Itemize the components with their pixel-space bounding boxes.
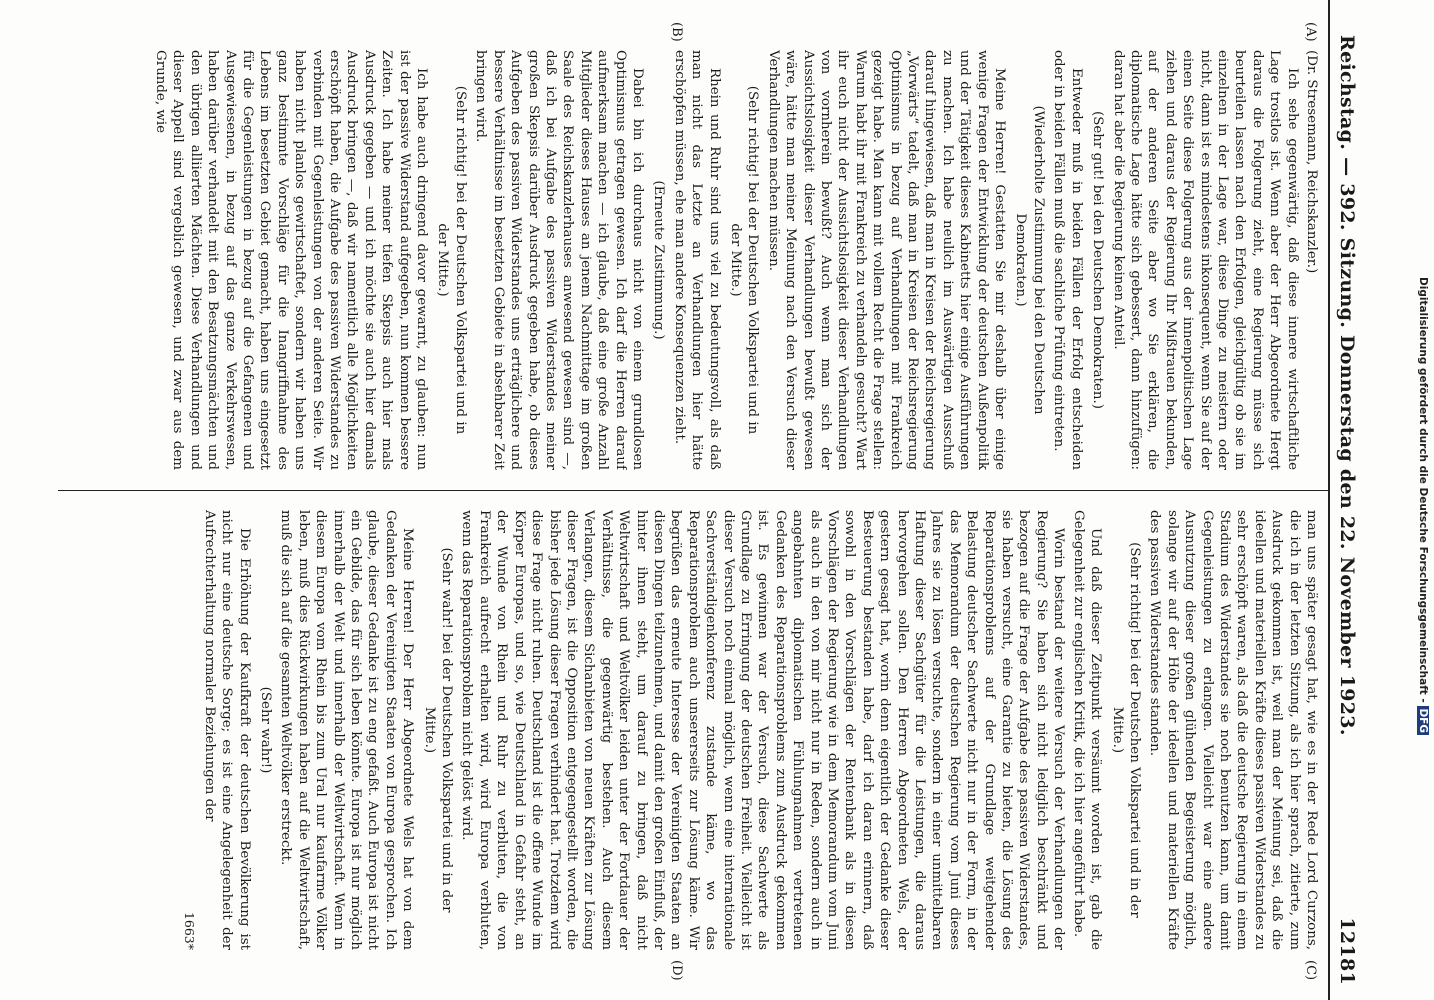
- interjection: (Wiederholte Zustimmung bei den Deutschen Demokraten.): [1013, 105, 1046, 415]
- paragraph: man uns später gesagt hat, wie es in der Rede Lord Curzons, die ich in der letzten Sitzung, als ich hier sprach, zitierte, zum Ausdruck gekommen ist, weil man der Meinung sei, daß die ideellen und materiellen Kräfte dieses passiven Widerstandes zu sehr erschöpft waren, als daß die deutsche Regierung in einem Stadium des Widerstandes sie noch benutzen kann, um damit Gegenleistungen zu erlangen. Vielleicht war eine andere Ausnutzung dieser großen glühenden Begeisterung möglich, solange wir auf der Höhe der ideellen und materiellen Kräfte des passiven Widerstandes standen.: [1147, 510, 1319, 950]
- paragraph: (Dr. Stresemann, Reichskanzler.): [1304, 50, 1319, 274]
- paragraph: Ich habe auch dringend davor gewarnt, zu glauben: nun ist der passive Widerstand aufgegeben, nun kommen bessere Zeiten. Ich habe meiner tiefen Skepsis auch hier mals Ausdruck gegeben — und ich möchte sie auch hier damals Ausdruck bringen —, daß wir namentlich alle Möglichkeiten erschöpft haben, die Aufgabe des passiven Widerstandes zu verbinden mit Gegenleistungen von der anderen Seite. Wir haben nicht planlos gewirtschaftet, sondern wir haben uns ganz bestimmte Vorschläge für die Inangriffnahme des Lebens im besetzten Gebiet gemacht, haben uns eingesetzt für die Gegenleistungen in bezug auf die Gefangenen und Ausgewiesenen, in bezug auf das ganze Verkehrswesen, haben darüber verhandelt mit den Besatzungsmächten und den übrigen alliierten Mächten. Diese Verhandlungen und dieser Appell sind vergeblich gewesen, und zwar aus dem Grunde, wie: [153, 50, 430, 470]
- paragraph: Rhein und Ruhr sind uns viel zu bedeutungsvoll, als daß man nicht das Letzte an Verhandlungen hier hätte erschöpfen müssen, ehe man andere Konsequenzen zieht.: [671, 50, 722, 470]
- text-column-left: [60, 50, 1320, 470]
- column-divider: [58, 490, 1328, 491]
- dfg-logo: DFG: [1417, 708, 1429, 733]
- header-title: Reichstag. — 392. Sitzung. Donnerstag den 22. November 1923.: [1336, 35, 1358, 736]
- interjection: (Sehr wahr!): [258, 686, 274, 774]
- header-rule: [1328, 0, 1330, 1000]
- interjection: (Sehr wahr! bei der Deutschen Volkspartei und in der Mitte.): [421, 547, 455, 913]
- interjection: (Sehr richtig! bei der Deutschen Volkspartei und in der Mitte.): [435, 85, 468, 435]
- margin-marker-a: (A): [1303, 22, 1318, 42]
- margin-marker-d: (D): [669, 960, 684, 981]
- text-column-right: [60, 510, 1320, 950]
- page-header: [1334, 0, 1364, 1000]
- signature-mark: 1663*: [182, 911, 198, 950]
- paragraph: Dabei bin ich durchaus nicht von einem grundlosen Optimismus getragen gewesen. Ich darf die Herren darauf aufmerksam machen — ich glaube, daß eine große Anzahl Mitglieder dieses Hauses an jenem Nachmittage im großen Saale des Reichskanzlerhauses anwesend gewesen sind —, daß ich bei Aufgabe des passiven Widerstandes meiner großen Skepsis darüber Ausdruck gegeben habe, ob dieses Aufgeben des passiven Widerstandes uns erträglichere und bessere Verhältnisse im besetzten Gebiete in absehbarer Zeit bringen wird.: [473, 50, 645, 470]
- paragraph: Meine Herren! Gestatten Sie mir deshalb über einige wenige Fragen der Entwicklung der deutschen Außenpolitik und der Tätigkeit dieses Kabinetts hier einige Ausführungen zu machen. Ich habe neulich im Auswärtigen Ausschuß darauf hingewiesen, daß man in Kreisen der Reichsregierung „Vorwärts“ tadelt, daß man in Kreisen der Reichsregierung Optimismus in bezug auf Verhandlungen mit Frankreich gezeigt habe. Man kann mit vollem Recht die Frage stellen: Warum habt ihr mit Frankreich zu verhandeln gesucht? Wart ihr euch nicht der Aussichtslosigkeit dieser Verhandlungen von vornherein bewußt? Auch wenn man sich der Aussichtslosigkeit dieser Verhandlungen bewußt gewesen wäre, hätte man meiner Meinung nach den Versuch dieser Verhandlungen machen müssen.: [765, 50, 1008, 470]
- caption-text: Digitalisierung gefördert durch die Deutsche Forschungsgemeinschaft -: [1417, 277, 1429, 707]
- digitization-caption: [1413, 80, 1427, 940]
- paragraph: Worin bestand der weitere Versuch der Verhandlungen der Regierung? Sie haben sich nicht lediglich beschränkt und bezogen auf die Frage der Aufgabe des passiven Widerstandes, sie haben versucht, eine Garantie zu bieten, die Lösung des Reparationsproblems auf der Grundlage weitgehender Belastung deutscher Sachwerte nicht nur in der Form, in der das Memorandum der deutschen Regierung vom Juni dieses Jahres sie zu lösen versuchte, sondern in einer unmittelbaren Haftung dieser Sachgüter für die Leistungen, die daraus hervorgehen sollen. Den Herren Abgeordneten Wels, der gestern gesagt hat, worin denn eigentlich der Gedanke dieser Besteuerung bestanden habe, darf ich daran erinnern, daß sowohl in den Vorschlägen der Rentenbank als in diesen Vorschlägen der Regierung wie in dem Memorandum vom Juni als auch in den von mir nicht nur in Reden, sondern auch in angebahnten diplomatischen Fühlungnahmen vertretenen Gedanken des Reparationsproblems zum Ausdruck gekommen ist. Es gewinnen war der Versuch, diese Sachwerte als Grundlage zu Erringung der deutschen Freiheit. Vielleicht ist dieser Versuch noch einmal möglich, wenn eine internationale Sachverständigenkonferenz zustande käme, wo das Reparationsproblem auch unsererseits zur Lösung käme. Wir begrüßen das erneute Interesse der Vereinigten Staaten an diesen Dingen teilzunehmen, und damit den großen Einfluß, der hinter ihnen steht, um darauf zu bringen, daß nicht Weltwirtschaft und Weltvölker leiden unter der Fortdauer der Verhältnisse, die gegenwärtig bestehen. Auch diesem Verlangen, diesem Sichanbieten von neuen Kräften zur Lösung dieser Fragen, ist die Opposition entgegengestellt worden, die bisher jede Lösung dieser Fragen verhindert hat. Trotzdem wird diese Frage nicht ruhen. Deutschland ist die offene Wunde im Körper Europas, und so, wie Deutschland in Gefahr steht, an der Wunde von Rhein und Ruhr zu verbluten, die von Frankreich aufrecht erhalten wird, wird Europa verbluten, wenn das Reparationsproblem nicht gelöst wird.: [459, 510, 1067, 950]
- interjection: (Sehr gut! bei den Deutschen Demokraten.): [1090, 110, 1106, 410]
- paragraph: Meine Herren! Der Herr Abgeordnete Wels hat von dem Gedanken der Vereinigten Staaten von Europa gesprochen. Ich glaube, dieser Gedanke ist zu eng gefaßt. Auch Europa ist nicht ein Gebilde, das für sich leben könnte. Europa ist nur möglich innerhalb der Welt und innerhalb der Weltwirtschaft. Wenn in diesem Europa vom Rhein bis zum Ural nur kaufarme Völker leben, muß dies Rückwirkungen haben auf die Weltwirtschaft, muß die sich auf die gesamten Weltvölker erstreckt.: [278, 510, 416, 950]
- interjection: (Sehr richtig! bei der Deutschen Volkspartei und in der Mitte.): [728, 85, 761, 435]
- page-number: 12181: [1336, 917, 1358, 985]
- paragraph: Ich sehe gegenwärtig, daß diese innere wirtschaftliche Lage trostlos ist. Wenn aber der Herr Abgeordnete Hergt daraus die Folgerung zieht, eine Regierung müsse sich beurteilen lassen nach den Erfolgen, gleichgültig ob sie im einzelnen in der Lage war, diese Dinge zu meistern oder nicht, dann ist es mindestens inkonsequent, wenn Sie auf der einen Seite diese Folgerung aus der innenpolitischen Lage ziehen und daraus der Regierung Ihr Mißtrauen bekunden, auf der anderen Seite aber wo Sie erklären, die diplomatische Lage hätte sich gebessert, dann hinzufügen: daran hat aber die Regierung keinen Anteil.: [1110, 50, 1300, 470]
- document-sheet: [34, 0, 1364, 1000]
- interjection: (Sehr richtig! bei der Deutschen Volkspartei und in der Mitte.): [1109, 542, 1142, 918]
- margin-marker-c: (C): [1303, 960, 1318, 981]
- margin-marker-b: (B): [669, 22, 684, 42]
- interjection: (Erneute Zustimmung.): [651, 180, 667, 340]
- paragraph: Entweder muß in beiden Fällen der Erfolg entscheiden oder in beiden Fällen muß die sachliche Prüfung eintreten.: [1051, 50, 1084, 470]
- paragraph: Und daß dieser Zeitpunkt versäumt worden ist, gab die Gelegenheit zur englischen Kritik, die ich hier angeführt habe.: [1070, 510, 1104, 950]
- paragraph: Die Erhöhung der Kaufkraft der deutschen Bevölkerung ist nicht nur eine deutsche Sorge; es ist eine Angelegenheit der Aufrechterhaltung normaler Beziehungen der: [201, 510, 252, 950]
